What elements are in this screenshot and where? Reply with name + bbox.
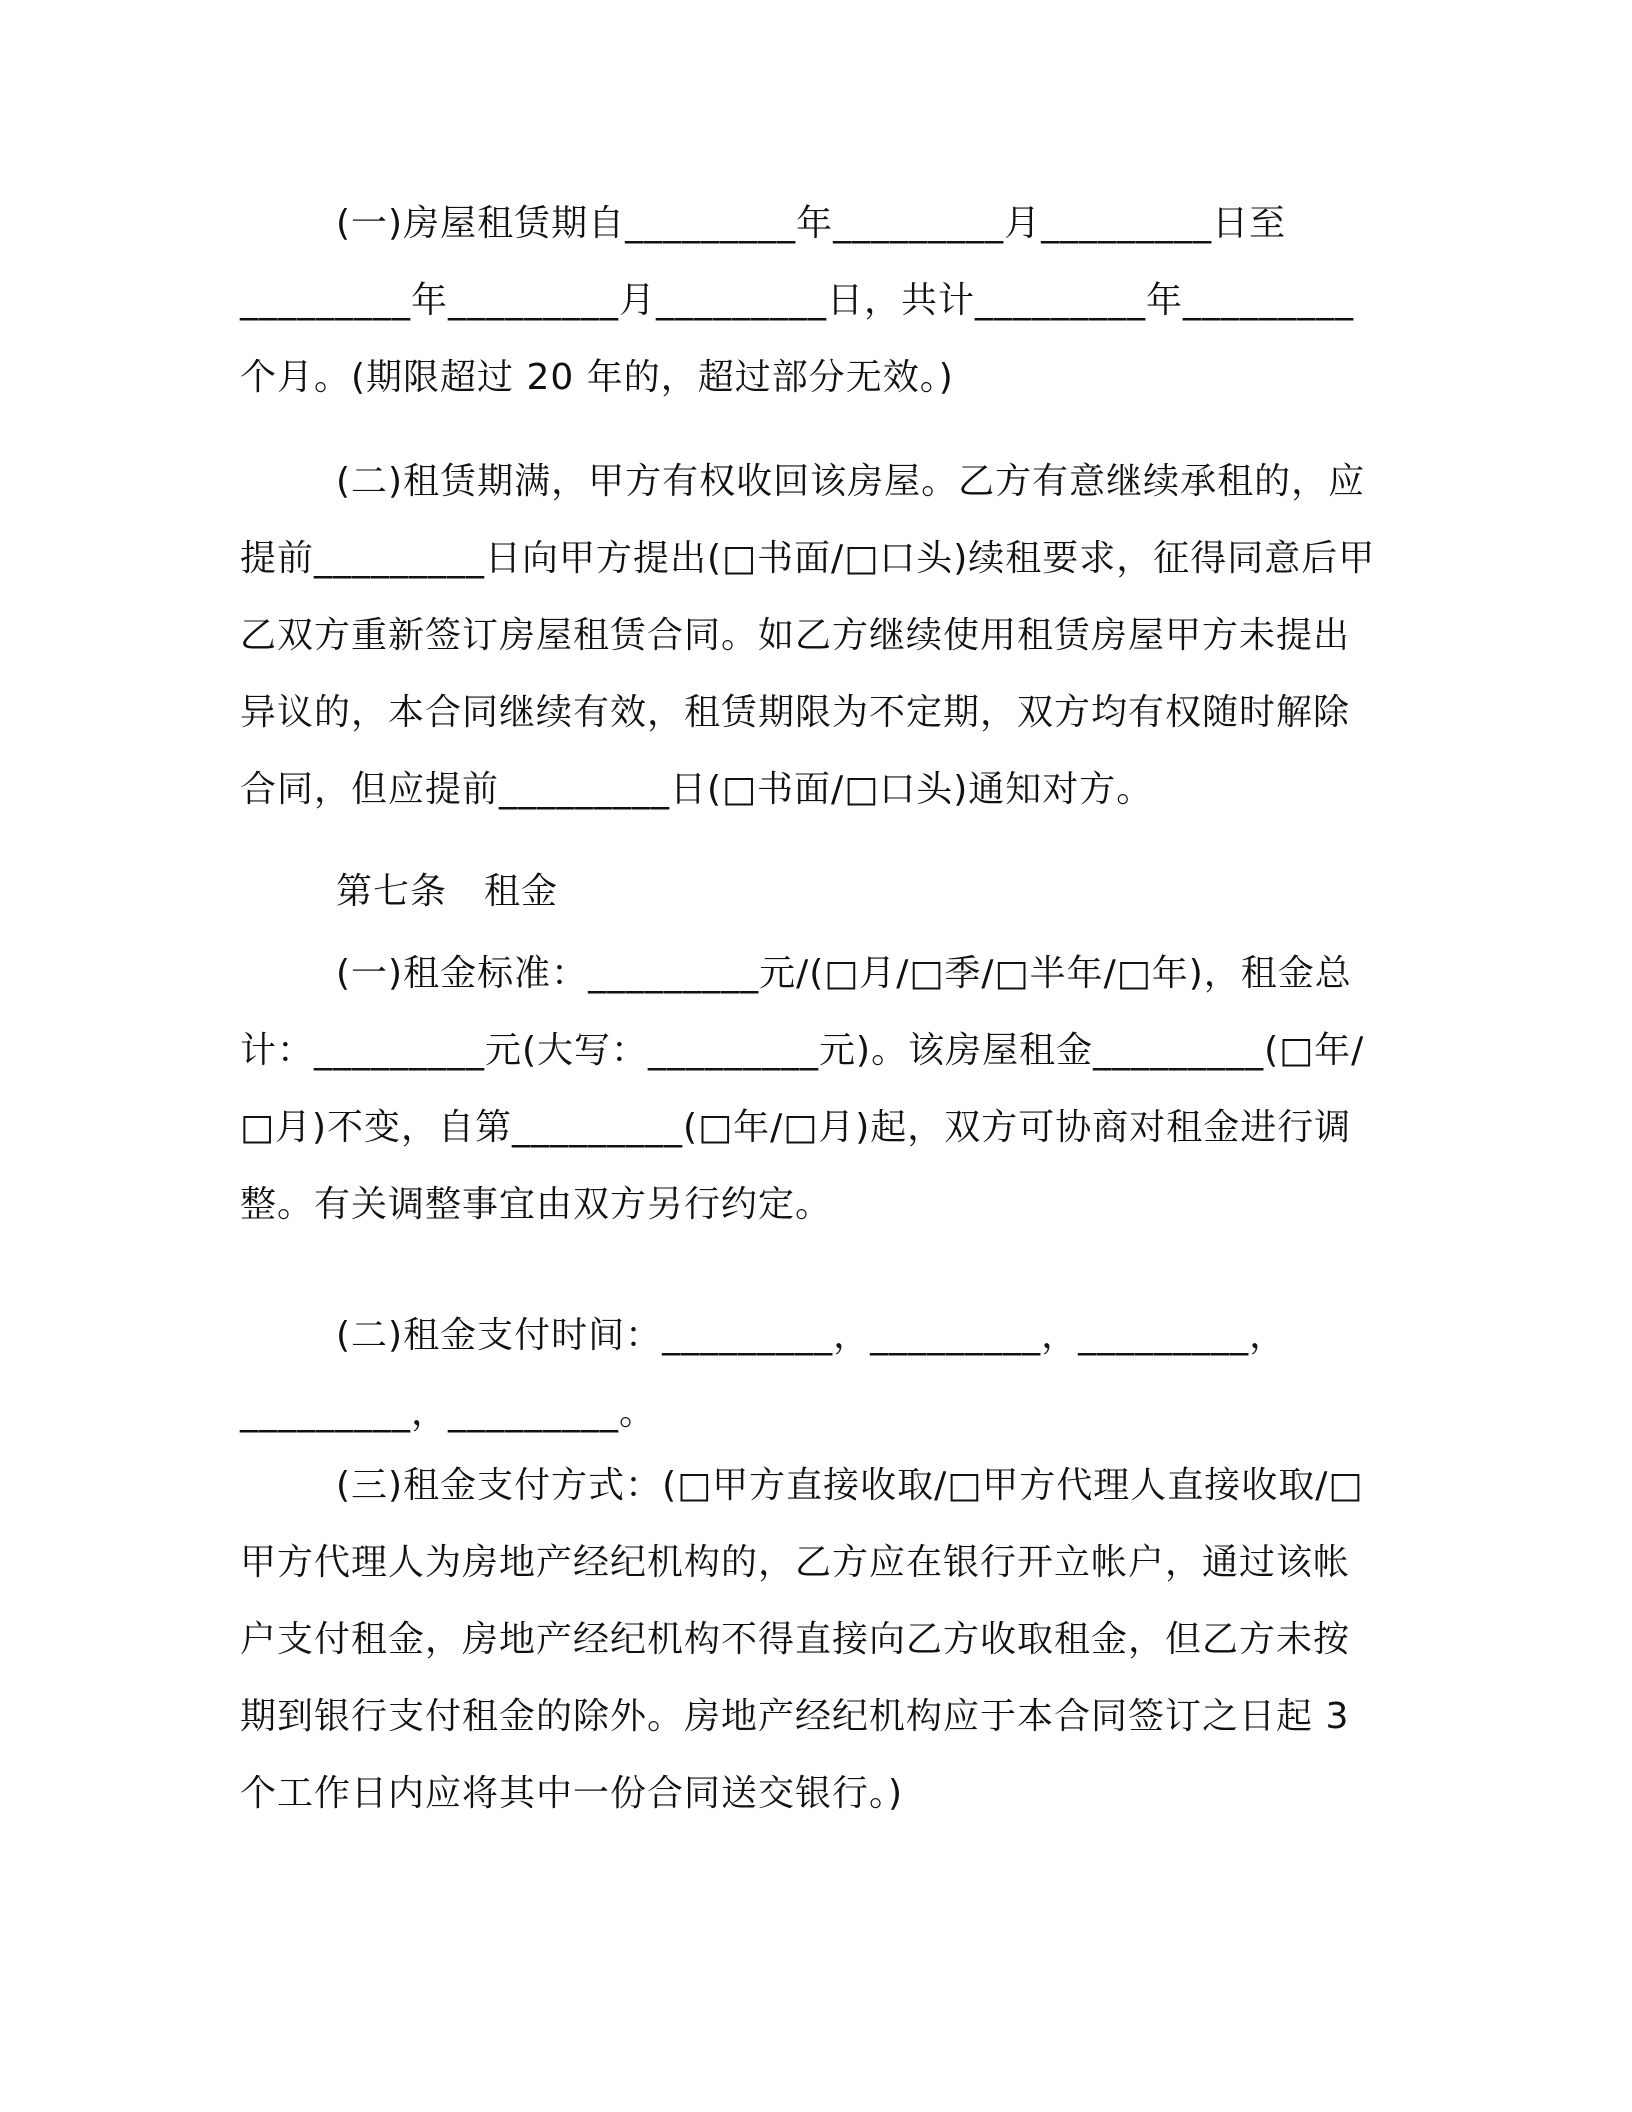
rent-payment-method-paragraph: (三)租金支付方式：(□甲方直接收取/□甲方代理人直接收取/□甲方代理人为房地产经纪机构的，乙方应在银行开立帐户，通过该帐户支付租金，房地产经纪机构不得直接向乙方收取租金，但乙方未按期到银行支付租金的除外。房地产经纪机构应于本合同签订之日起 3 个工作日内应将其中一份合同送交银行。) [240, 1465, 1364, 1814]
article-seven-heading: 第七条 租金 [336, 871, 559, 912]
lease-renewal-paragraph: (二)租赁期满，甲方有权收回该房屋。乙方有意继续承租的，应提前_________日向甲方提出(□书面/□口头)续租要求，征得同意后甲乙双方重新签订房屋租赁合同。如乙方继续使用租赁房屋甲方未提出异议的，本合同继续有效，租赁期限为不定期，双方均有权随时解除合同，但应提前_________日(□书面/□口头)通知对方。 [240, 461, 1376, 810]
lease-term-paragraph: (一)房屋租赁期自_________年_________月_________日至_________年_________月_________日，共计_________年_________个月。(期限超过 20 年的，超过部分无效。) [240, 203, 1354, 398]
rent-standard-paragraph: (一)租金标准：_________元/(□月/□季/□半年/□年)，租金总计：_________元(大写：_________元)。该房屋租金_________(□年/□月)不变，自第_________(□年/□月)起，双方可协商对租金进行调整。有关调整事宜由双方另行约定。 [240, 953, 1365, 1225]
rent-payment-time-paragraph: (二)租金支付时间：_________，_________，_________，_________，_________。 [240, 1315, 1287, 1433]
